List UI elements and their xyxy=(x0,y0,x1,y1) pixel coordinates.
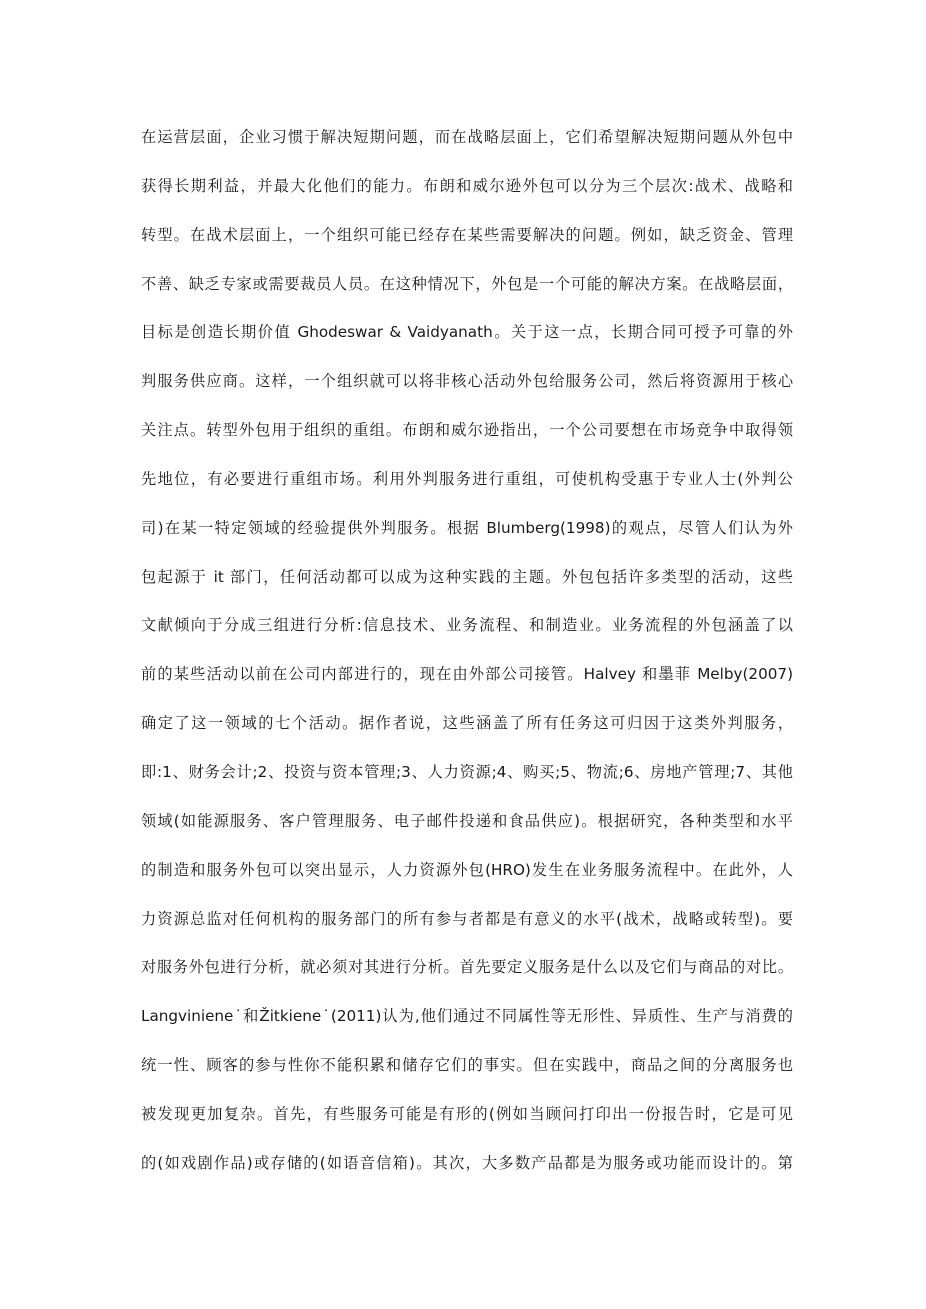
text-line-12: 前的某些活动以前在公司内部进行的，现在由外部公司接管。Halvey 和墨菲 Melby(2007) xyxy=(141,665,793,684)
text-line-10: 包起源于 it 部门，任何活动都可以成为这种实践的主题。外包包括许多类型的活动，这些 xyxy=(141,567,793,586)
text-line-11: 文献倾向于分成三组进行分析:信息技术、业务流程、和制造业。业务流程的外包涵盖了以 xyxy=(141,616,793,635)
text-line-5: 目标是创造长期价值 Ghodeswar & Vaidyanath。关于这一点，长期合同可授予可靠的外 xyxy=(141,323,793,342)
body-text xyxy=(141,121,793,1196)
text-line-20: 统一性、顾客的参与性你不能积累和储存它们的事实。但在实践中，商品之间的分离服务也 xyxy=(141,1056,793,1075)
text-line-9: 司)在某一特定领域的经验提供外判服务。根据 Blumberg(1998)的观点，尽管人们认为外 xyxy=(141,518,793,537)
text-line-19: Langviniene˙和Žitkiene˙(2011)认为,他们通过不同属性等无形性、异质性、生产与消费的 xyxy=(141,1007,793,1026)
text-line-4: 不善、缺乏专家或需要裁员人员。在这种情况下，外包是一个可能的解决方案。在战略层面， xyxy=(141,274,793,293)
text-line-17: 力资源总监对任何机构的服务部门的所有参与者都是有意义的水平(战术，战略或转型)。要 xyxy=(141,909,793,928)
text-line-22: 的(如戏剧作品)或存储的(如语音信箱)。其次，大多数产品都是为服务或功能而设计的。第 xyxy=(141,1153,793,1172)
text-line-7: 关注点。转型外包用于组织的重组。布朗和威尔逊指出，一个公司要想在市场竞争中取得领 xyxy=(141,421,793,440)
text-line-6: 判服务供应商。这样，一个组织就可以将非核心活动外包给服务公司，然后将资源用于核心 xyxy=(141,372,793,391)
text-line-21: 被发现更加复杂。首先，有些服务可能是有形的(例如当顾问打印出一份报告时，它是可见 xyxy=(141,1104,793,1123)
text-line-16: 的制造和服务外包可以突出显示，人力资源外包(HRO)发生在业务服务流程中。在此外，人 xyxy=(141,860,793,879)
text-line-8: 先地位，有必要进行重组市场。利用外判服务进行重组，可使机构受惠于专业人士(外判公 xyxy=(141,469,793,488)
text-line-2: 获得长期利益，并最大化他们的能力。布朗和威尔逊外包可以分为三个层次:战术、战略和 xyxy=(141,176,793,195)
text-line-3: 转型。在战术层面上，一个组织可能已经存在某些需要解决的问题。例如，缺乏资金、管理 xyxy=(141,225,793,244)
text-line-15: 领域(如能源服务、客户管理服务、电子邮件投递和食品供应)。根据研究，各种类型和水平 xyxy=(141,811,793,830)
text-line-1: 在运营层面，企业习惯于解决短期问题，而在战略层面上，它们希望解决短期问题从外包中 xyxy=(141,128,793,146)
text-line-14: 即:1、财务会计;2、投资与资本管理;3、人力资源;4、购买;5、物流;6、房地产管理;7、其他 xyxy=(141,762,793,781)
text-line-18: 对服务外包进行分析，就必须对其进行分析。首先要定义服务是什么以及它们与商品的对比。 xyxy=(141,958,793,977)
text-line-13: 确定了这一领域的七个活动。据作者说，这些涵盖了所有任务这可归因于这类外判服务， xyxy=(141,714,793,733)
